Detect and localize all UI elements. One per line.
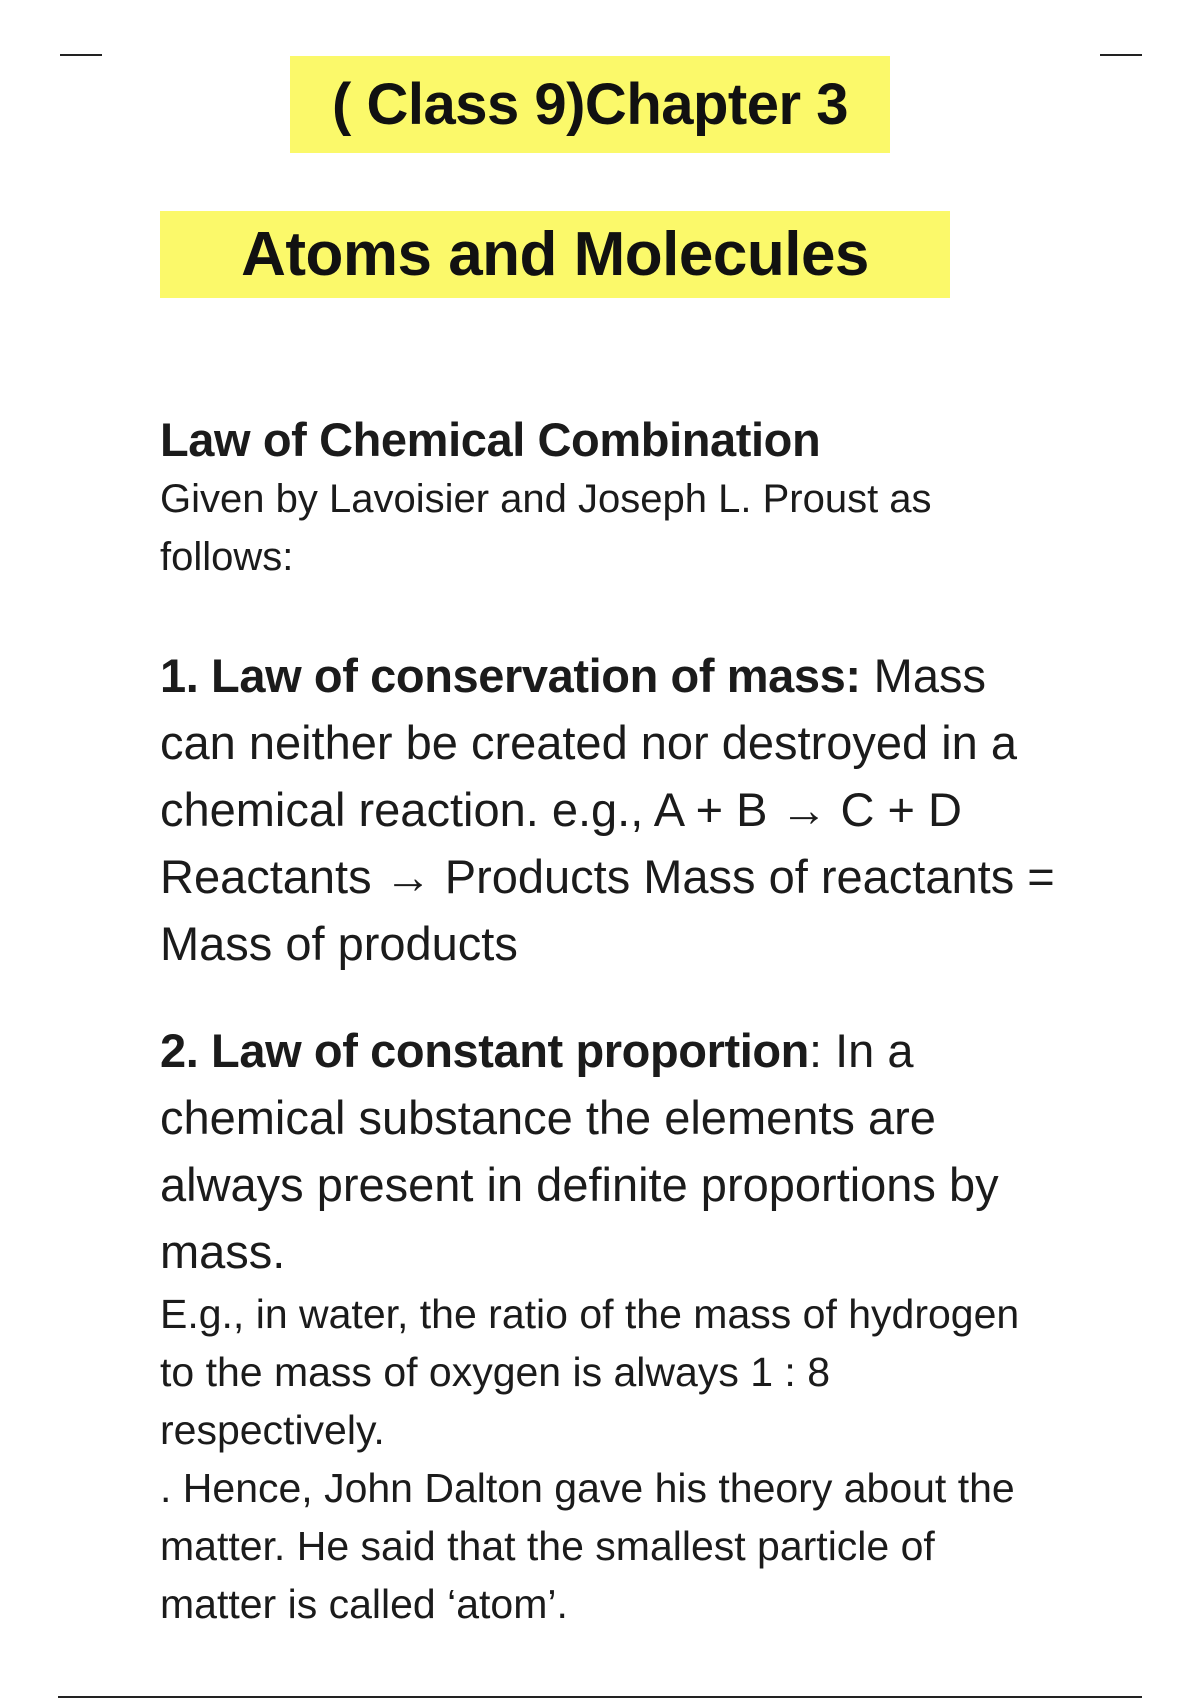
notes-content bbox=[160, 410, 1060, 1633]
section-heading: Law of Chemical Combination bbox=[160, 413, 821, 466]
law-title: 1. Law of conservation of mass: bbox=[160, 649, 861, 702]
law-constant-proportion bbox=[160, 1017, 1060, 1285]
law-title: 2. Law of constant proportion bbox=[160, 1024, 809, 1077]
corner-dash-right bbox=[1100, 54, 1142, 56]
section-intro: Given by Lavoisier and Joseph L. Proust as follows: bbox=[160, 477, 932, 579]
water-example: E.g., in water, the ratio of the mass of hydrogen to the mass of oxygen is always 1 : 8 respectively. bbox=[160, 1291, 1020, 1453]
corner-dash-left bbox=[60, 54, 102, 56]
law-conservation-of-mass bbox=[160, 642, 1060, 977]
chapter-name-title: Atoms and Molecules bbox=[160, 211, 950, 298]
dalton-note: . Hence, John Dalton gave his theory about the matter. He said that the smallest particle of matter is called ‘atom’. bbox=[160, 1465, 1015, 1627]
law-text: Mass can neither be created nor destroyed in a chemical reaction. e.g., A + B → C + D Reactants → Products Mass of reactants = Mass of products bbox=[160, 649, 1055, 970]
class-chapter-title: ( Class 9)Chapter 3 bbox=[290, 56, 890, 153]
law-text: : In a chemical substance the elements are always present in definite proportions by mass. bbox=[160, 1024, 999, 1278]
bottom-divider bbox=[58, 1696, 1142, 1698]
